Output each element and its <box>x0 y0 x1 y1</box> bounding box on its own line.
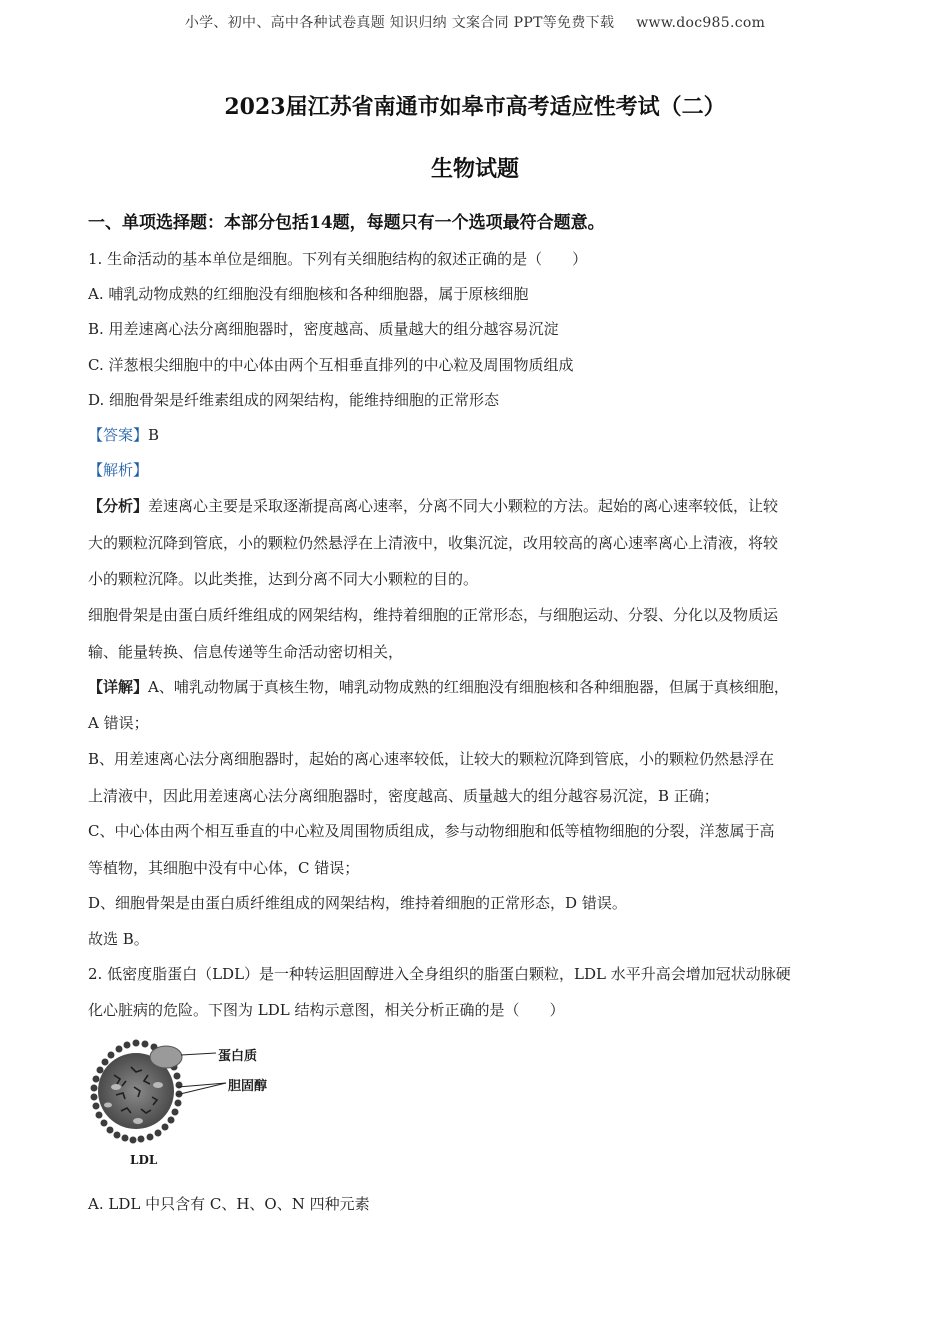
q2-stem: 化心脏病的危险。下图为 LDL 结构示意图，相关分析正确的是（ ） <box>88 1001 565 1019</box>
q2-option-a: A. LDL 中只含有 C、H、O、N 四种元素 <box>88 1195 370 1213</box>
label-cholesterol: 胆固醇 <box>228 1079 268 1094</box>
answer-label: 【答案】 <box>88 426 149 444</box>
analysis-line <box>88 495 778 516</box>
answer-value: B <box>148 426 160 444</box>
page-header <box>0 12 950 32</box>
detail-line: 等植物，其细胞中没有中心体，C 错误； <box>88 859 360 877</box>
detail-tag: 【详解】 <box>88 678 149 696</box>
detail-line: C、中心体由两个相互垂直的中心粒及周围物质组成，参与动物细胞和低等植物细胞的分裂，洋葱属于高 <box>88 822 775 840</box>
q2-stem: 2. 低密度脂蛋白（LDL）是一种转运胆固醇进入全身组织的脂蛋白颗粒，LDL 水平升高会增加冠状动脉硬 <box>88 965 791 983</box>
q1-option-b: B. 用差速离心法分离细胞器时，密度越高、质量越大的组分越容易沉淀 <box>88 320 559 338</box>
ldl-figure <box>86 1035 286 1170</box>
detail-line: B、用差速离心法分离细胞器时，起始的离心速率较低，让较大的颗粒沉降到管底，小的颗粒仍然悬浮在 <box>88 750 775 768</box>
analysis-tag: 【分析】 <box>88 497 149 515</box>
header-url[interactable]: www.doc985.com <box>636 15 766 31</box>
section-heading: 一、单项选择题：本部分包括14题，每题只有一个选项最符合题意。 <box>88 213 605 233</box>
q1-stem: 1. 生命活动的基本单位是细胞。下列有关细胞结构的叙述正确的是（ ） <box>88 250 588 268</box>
analysis-text: 差速离心主要是采取逐渐提高离心速率，分离不同大小颗粒的方法。起始的离心速率较低，让较 <box>148 497 779 515</box>
detail-line: D、细胞骨架是由蛋白质纤维组成的网架结构，维持着细胞的正常形态，D 错误。 <box>88 894 627 912</box>
q1-option-a: A. 哺乳动物成熟的红细胞没有细胞核和各种细胞器，属于原核细胞 <box>88 285 529 303</box>
analysis-line: 输、能量转换、信息传递等生命活动密切相关， <box>88 643 404 661</box>
detail-text: A、哺乳动物属于真核生物，哺乳动物成熟的红细胞没有细胞核和各种细胞器，但属于真核细胞， <box>148 678 789 696</box>
q1-option-d: D. 细胞骨架是纤维素组成的网架结构，能维持细胞的正常形态 <box>88 391 500 409</box>
q1-option-c: C. 洋葱根尖细胞中的中心体由两个互相垂直排列的中心粒及周围物质组成 <box>88 356 574 374</box>
q1-answer <box>88 424 159 445</box>
label-protein: 蛋白质 <box>218 1049 258 1064</box>
detail-line: A 错误； <box>88 714 149 732</box>
exam-title: 2023届江苏省南通市如皋市高考适应性考试（二） <box>224 94 726 120</box>
detail-line: 故选 B。 <box>88 930 149 948</box>
detail-line <box>88 676 789 697</box>
exam-subtitle: 生物试题 <box>430 156 519 182</box>
analysis-label: 【解析】 <box>88 461 149 479</box>
analysis-line: 大的颗粒沉降到管底，小的颗粒仍然悬浮在上清液中，收集沉淀，改用较高的离心速率离心上清液，将较 <box>88 534 779 552</box>
apolipoprotein <box>150 1046 182 1068</box>
detail-line: 上清液中，因此用差速离心法分离细胞器时，密度越高、质量越大的组分越容易沉淀，B 正确； <box>88 787 719 805</box>
figure-caption: LDL <box>130 1153 158 1167</box>
analysis-line: 小的颗粒沉降。以此类推，达到分离不同大小颗粒的目的。 <box>88 570 479 588</box>
header-text: 小学、初中、高中各种试卷真题 知识归纳 文案合同 PPT等免费下载 <box>184 15 615 31</box>
analysis-line: 细胞骨架是由蛋白质纤维组成的网架结构，维持着细胞的正常形态，与细胞运动、分裂、分化以及物质运 <box>88 606 779 624</box>
